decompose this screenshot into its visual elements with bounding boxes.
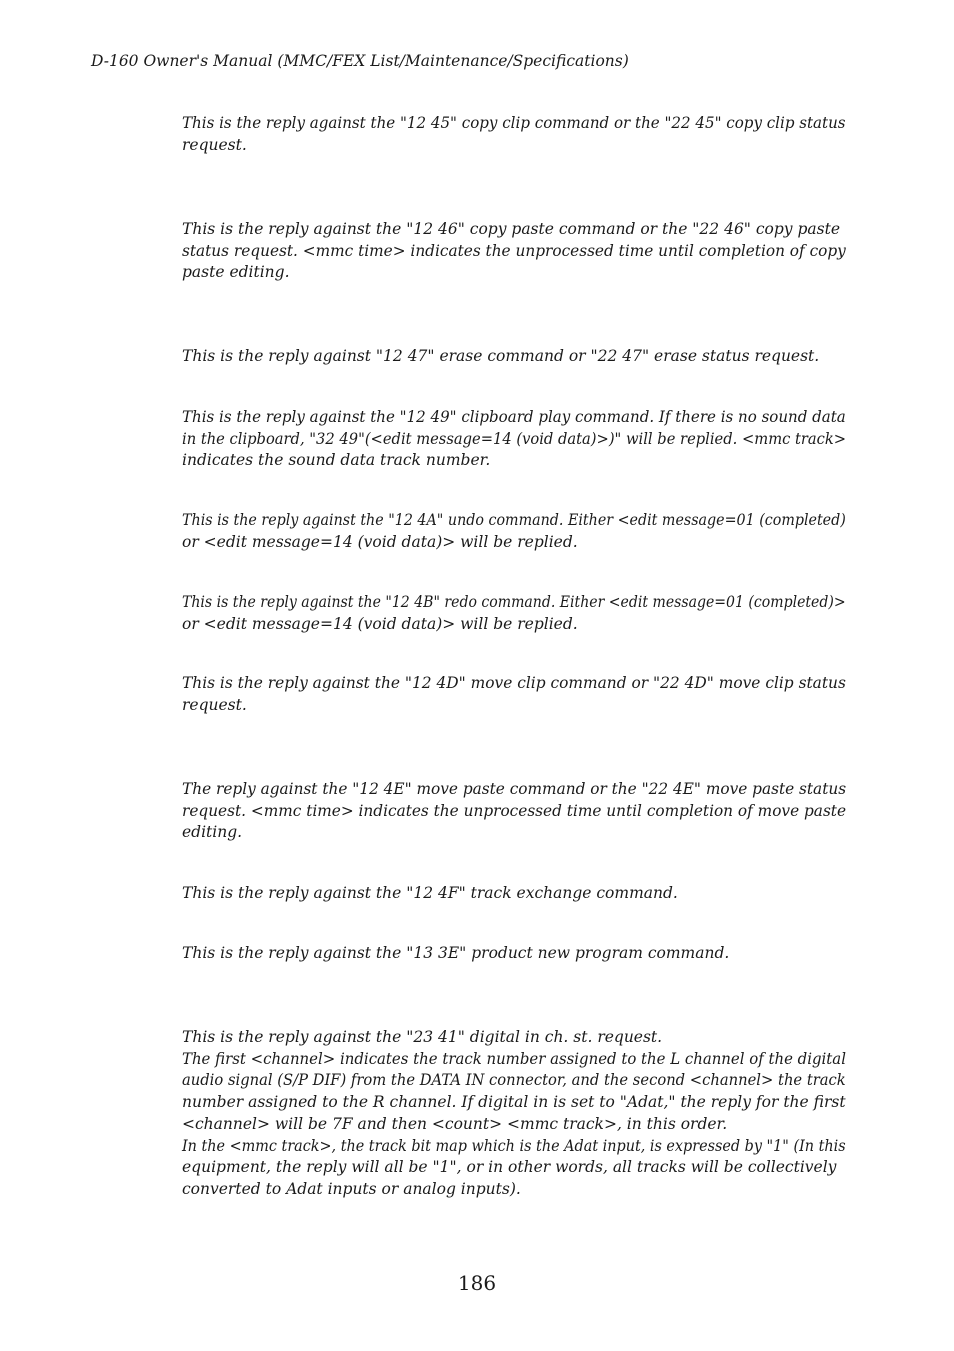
text-line: In the <mmc track>, the track bit map which is the Adat input, is expressed by "1" (In this bbox=[182, 1136, 846, 1155]
text-line: This is the reply against the "12 4D" move clip command or "22 4D" move clip status bbox=[182, 674, 846, 692]
text-line: number assigned to the R channel. If digital in is set to "Adat," the reply for the first bbox=[182, 1093, 846, 1112]
text-line: audio signal (S/P DIF) from the DATA IN connector, and the second <channel> the track bbox=[182, 1071, 846, 1090]
paragraph-new-program bbox=[182, 943, 846, 965]
text-line: This is the reply against the "23 41" digital in ch. st. request. bbox=[182, 1028, 663, 1046]
text-line: or <edit message=14 (void data)> will be replied. bbox=[182, 532, 578, 551]
text-line: paste editing. bbox=[182, 263, 290, 282]
text-line: request. bbox=[182, 135, 247, 154]
text-line: This is the reply against the "13 3E" product new program command. bbox=[182, 944, 730, 962]
paragraph-move-paste bbox=[182, 779, 846, 844]
text-line: <channel> will be 7F and then <count> <mmc track>, in this order. bbox=[182, 1114, 728, 1133]
paragraph-redo bbox=[182, 592, 846, 635]
text-line: editing. bbox=[182, 823, 243, 842]
text-line: The reply against the "12 4E" move paste command or the "22 4E" move paste status bbox=[182, 780, 847, 798]
text-line: or <edit message=14 (void data)> will be replied. bbox=[182, 614, 578, 633]
page-number: 186 bbox=[457, 1271, 497, 1295]
text-line: indicates the sound data track number. bbox=[182, 451, 491, 470]
text-line: request. bbox=[182, 695, 247, 714]
text-line: This is the reply against the "12 49" clipboard play command. If there is no sound data bbox=[182, 408, 846, 426]
paragraph-digital-in bbox=[182, 1027, 846, 1201]
text-line: in the clipboard, "32 49"(<edit message=14 (void data)>)" will be replied. <mmc track> bbox=[182, 429, 847, 448]
text-line: This is the reply against the "12 4A" undo command. Either <edit message=01 (completed) bbox=[182, 511, 846, 529]
text-line: This is the reply against the "12 4F" track exchange command. bbox=[182, 884, 678, 902]
text-line: This is the reply against "12 47" erase command or "22 47" erase status request. bbox=[182, 347, 820, 365]
paragraph-copy-clip bbox=[182, 113, 846, 156]
text-line: request. <mmc time> indicates the unprocessed time until completion of move paste bbox=[182, 801, 847, 820]
text-line: The first <channel> indicates the track number assigned to the L channel of the digital bbox=[182, 1049, 846, 1068]
text-line: converted to Adat inputs or analog inputs). bbox=[182, 1179, 521, 1198]
paragraph-move-clip bbox=[182, 673, 846, 716]
paragraph-erase bbox=[182, 346, 846, 368]
text-line: status request. <mmc time> indicates the unprocessed time until completion of copy bbox=[182, 241, 846, 260]
text-line: This is the reply against the "12 46" copy paste command or the "22 46" copy paste bbox=[182, 220, 841, 238]
paragraph-clipboard-play bbox=[182, 407, 846, 472]
paragraph-undo bbox=[182, 510, 846, 553]
running-header: D-160 Owner's Manual (MMC/FEX List/Maintenance/Specifications) bbox=[91, 52, 629, 70]
text-line: equipment, the reply will all be "1", or in other words, all tracks will be collectively bbox=[182, 1158, 837, 1177]
text-line: This is the reply against the "12 45" copy clip command or the "22 45" copy clip status bbox=[182, 114, 846, 132]
text-line: This is the reply against the "12 4B" redo command. Either <edit message=01 (completed)> bbox=[182, 593, 846, 611]
paragraph-track-exchange bbox=[182, 883, 846, 905]
paragraph-copy-paste bbox=[182, 219, 846, 284]
